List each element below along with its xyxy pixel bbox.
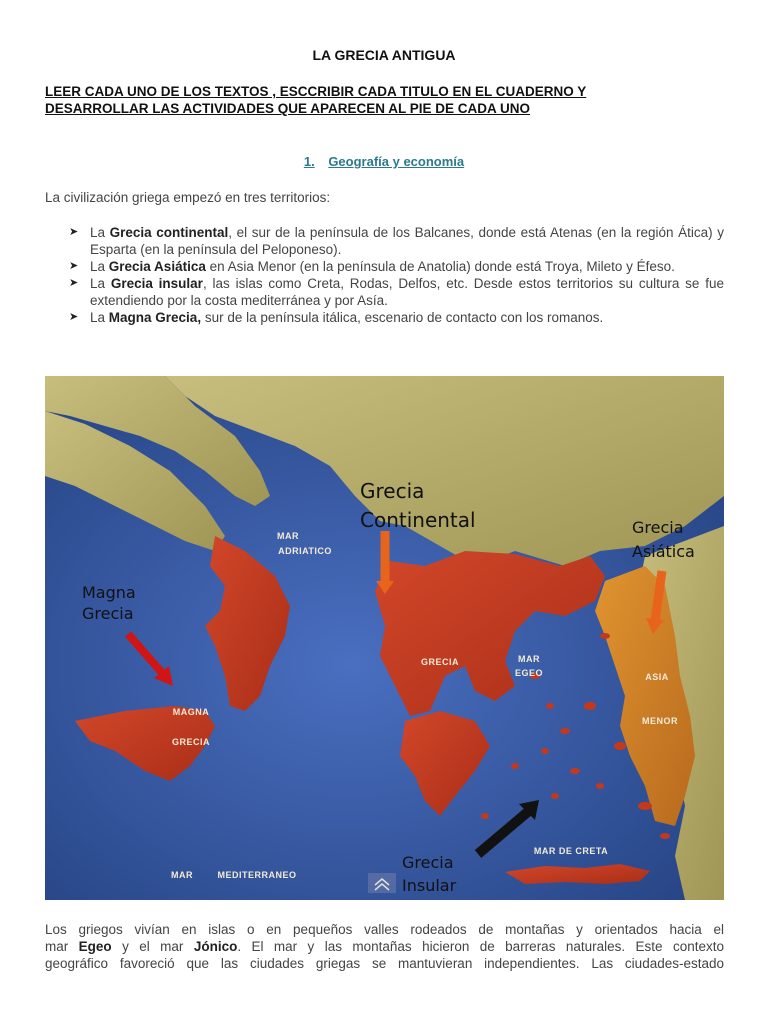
label-magna-grecia-2: Grecia: [82, 604, 134, 623]
instructions-heading: [45, 83, 725, 117]
map-svg: [45, 376, 724, 900]
bullet-text: sur de la península itálica, escenario de contacto con los romanos.: [201, 310, 604, 325]
label-mar-mediterraneo-2: MEDITERRANEO: [217, 870, 297, 880]
bullet-text: , el sur de la península de los Balcanes, donde está Atenas (en la región Ática) y Esparta (en la península del Peloponeso).: [90, 225, 724, 257]
paragraph-text: y el mar: [111, 939, 194, 954]
bullet-bold-term: Magna Grecia,: [108, 310, 202, 325]
chevron-up-icon: [368, 873, 396, 893]
paragraph-text: Los griegos vivían en islas o en pequeños valles rodeados de montañas y orientados hacia el: [45, 922, 724, 937]
intro-text: La civilización griega empezó en tres territorios:: [45, 190, 331, 205]
paragraph-text: . El mar y las montañas hicieron de barreras naturales. Este contexto: [237, 939, 724, 954]
bullet-prefix: La: [90, 276, 111, 291]
territories-list: [45, 224, 724, 326]
bullet-prefix: La: [90, 310, 109, 325]
label-mar-adriatico-2: ADRIATICO: [278, 546, 332, 556]
label-magna-2: GRECIA: [171, 737, 211, 747]
instructions-line: LEER CADA UNO DE LOS TEXTOS , ESCCRIBIR CADA TITULO EN EL CUADERNO Y: [45, 84, 587, 99]
ancient-greece-map: [45, 376, 724, 900]
bullet-prefix: La: [90, 225, 110, 240]
label-grecia-continental-1: Grecia: [360, 479, 425, 503]
label-mar-egeo-2: EGEO: [514, 668, 544, 678]
bullet-bold-term: Grecia continental: [109, 225, 229, 240]
label-grecia-continental-2: Continental: [360, 508, 476, 532]
label-grecia-insular-1: Grecia: [402, 853, 454, 872]
label-grecia-region: GRECIA: [420, 657, 460, 667]
label-magna-1: MAGNA: [172, 707, 210, 717]
label-grecia-asiatica-2: Asiática: [632, 542, 695, 561]
paragraph-text: geográfico favoreció que las ciudades griegas se mantuvieran independientes. Las ciudades-estado: [45, 956, 724, 971]
bullet-bold-term: Grecia Asiática: [108, 259, 206, 274]
instructions-line: DESARROLLAR LAS ACTIVIDADES QUE APARECEN AL PIE DE CADA UNO: [45, 101, 531, 116]
paragraph-bold-term: Jónico: [193, 939, 238, 954]
label-magna-grecia-1: Magna: [82, 583, 136, 602]
paragraph-text: mar: [45, 939, 79, 954]
label-asia-menor-1: ASIA: [645, 672, 669, 682]
bullet-bold-term: Grecia insular: [110, 276, 203, 291]
label-mar-egeo-1: MAR: [518, 654, 540, 664]
section-number: 1.: [303, 154, 315, 169]
label-mar-de-creta: MAR DE CRETA: [533, 846, 609, 856]
paragraph-line: [45, 921, 724, 938]
page-title: LA GRECIA ANTIGUA: [312, 47, 456, 63]
label-grecia-insular-2: Insular: [402, 876, 457, 895]
section-heading: [0, 154, 768, 169]
bullet-text: en Asia Menor (en la península de Anatolia) donde está Troya, Mileto y Éfeso.: [205, 259, 675, 274]
arrow-bullet-icon: ➤: [69, 277, 79, 289]
list-item: [45, 275, 724, 309]
arrow-bullet-icon: ➤: [69, 311, 79, 323]
list-item: [45, 224, 724, 258]
label-grecia-asiatica-1: Grecia: [632, 518, 684, 537]
label-mar-mediterraneo-1: MAR: [171, 870, 193, 880]
arrow-bullet-icon: ➤: [69, 260, 79, 272]
list-item: [45, 309, 724, 326]
bullet-prefix: La: [90, 259, 109, 274]
list-item: [45, 258, 724, 275]
arrow-bullet-icon: ➤: [69, 226, 79, 238]
geography-paragraph: [45, 921, 724, 972]
section-title: Geografía y economía: [328, 154, 465, 169]
paragraph-line: [45, 955, 724, 972]
label-asia-menor-2: MENOR: [642, 716, 678, 726]
label-mar-adriatico-1: MAR: [277, 531, 299, 541]
bullet-text: , las islas como Creta, Rodas, Delfos, etc. Desde estos territorios su cultura se fue extendiendo por la costa mediterránea y por Asía.: [90, 276, 724, 308]
paragraph-line: [45, 938, 724, 955]
paragraph-bold-term: Egeo: [78, 939, 112, 954]
